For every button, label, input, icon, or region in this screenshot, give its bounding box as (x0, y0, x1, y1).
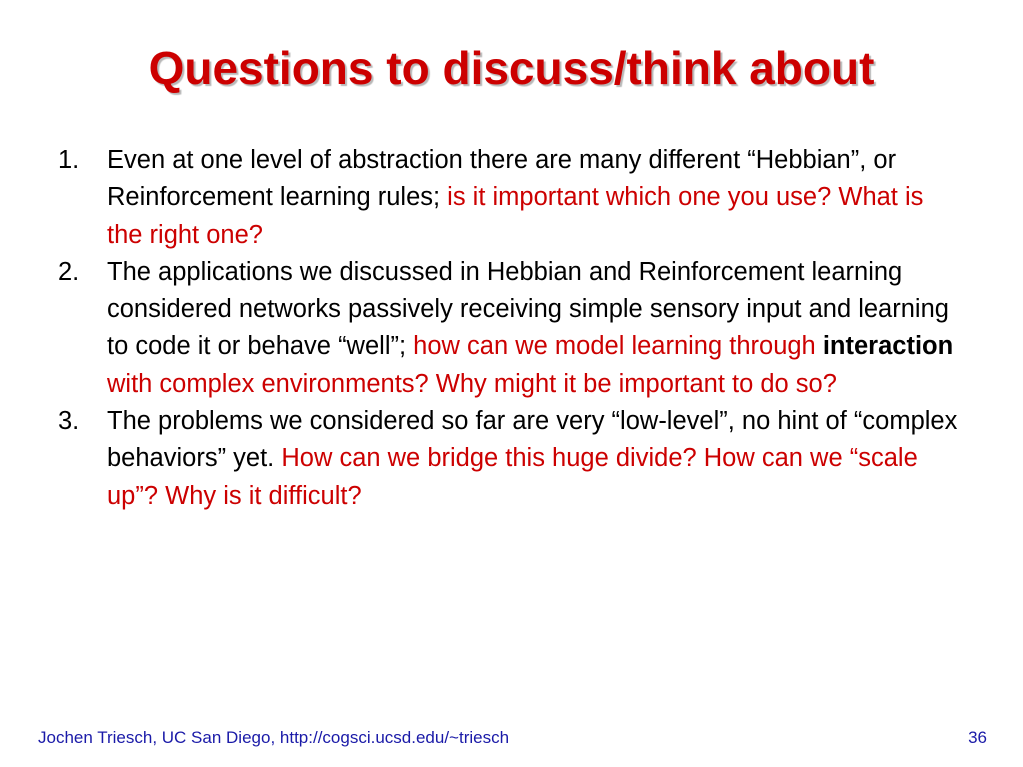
item-question-text: How can we bridge this huge divide? How can we “scale up”? Why is it difficult? (107, 444, 918, 510)
page-number: 36 (968, 728, 987, 747)
question-list (58, 142, 963, 515)
slide-title: Questions to discuss/think about (148, 42, 875, 94)
item-text: The problems we considered so far are very “low-level”, no hint of “complex behaviors” yet. (107, 407, 958, 473)
item-number: 3. (58, 407, 80, 436)
item-emphasis-text: interaction (822, 332, 954, 361)
question-item-3 (58, 403, 963, 515)
question-item-1 (58, 142, 963, 254)
item-number: 1. (58, 146, 80, 174)
item-question-text: is it important which one you use? What is the right one? (107, 183, 924, 249)
item-question-text: with complex environments? Why might it be important to do so? (107, 369, 837, 398)
item-number: 2. (58, 257, 80, 286)
footer-author: Jochen Triesch, UC San Diego, http://cogsci.ucsd.edu/~triesch (38, 728, 510, 747)
item-text: The applications we discussed in Hebbian and Reinforcement learning considered networks passively receiving simple sensory input and learning to code it or behave “well”; (107, 257, 949, 361)
item-text: Even at one level of abstraction there are many different “Hebbian”, or Reinforcement learning rules; (107, 146, 897, 212)
question-item-2 (58, 254, 963, 403)
item-question-text: how can we model learning through (413, 332, 823, 361)
